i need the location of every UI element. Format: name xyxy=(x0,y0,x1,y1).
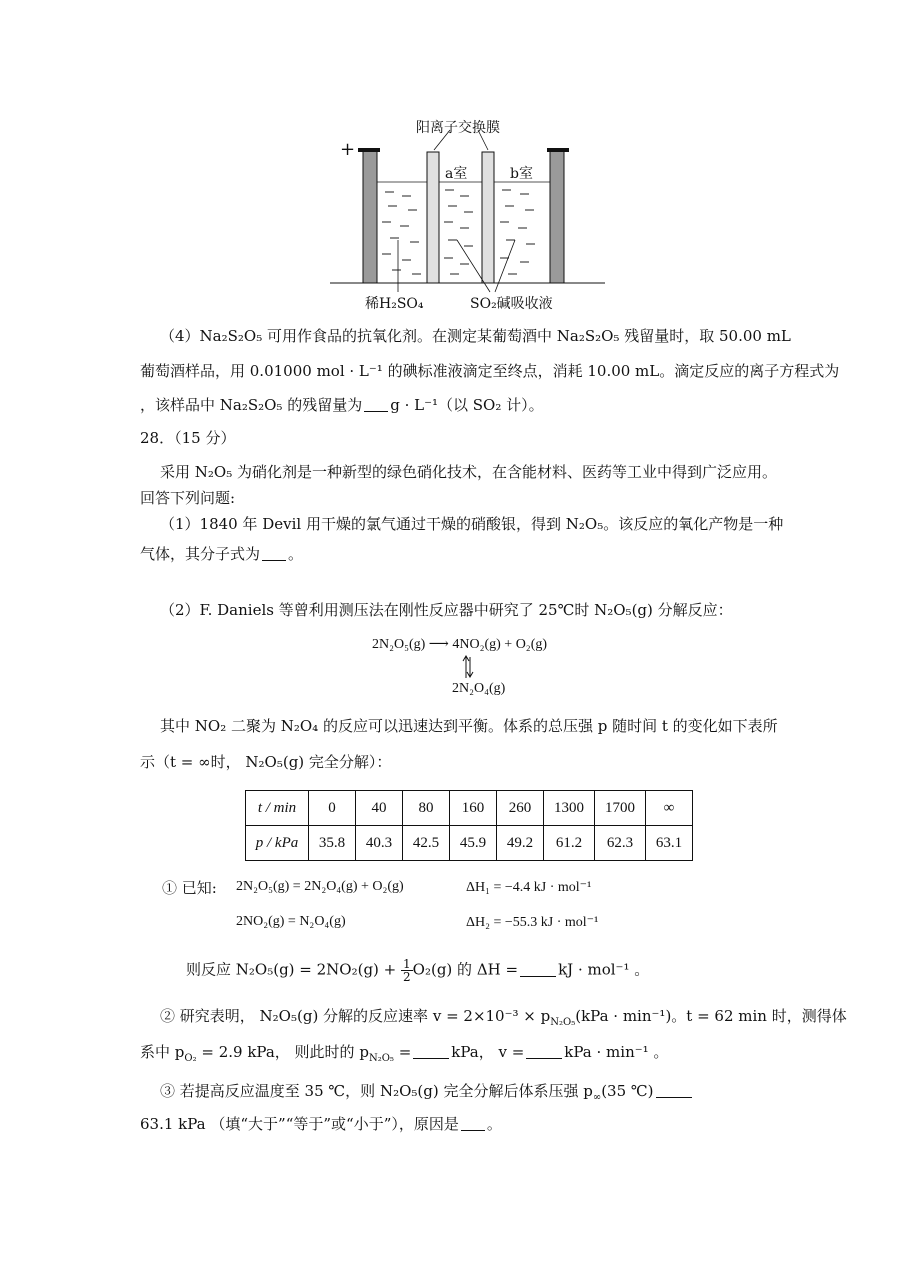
q28-part2-line1: （2）F. Daniels 等曾利用测压法在刚性反应器中研究了 25℃时 N₂O₅(g) 分解反应： xyxy=(160,601,733,619)
answer-blank[interactable] xyxy=(526,1044,562,1059)
s2-line2-b: = 2.9 kPa， 则此时的 p xyxy=(201,1043,369,1061)
table-header-pressure: p / kPa xyxy=(246,826,309,861)
answer-blank[interactable] xyxy=(461,1116,485,1131)
s2-line1-sub: N₂O₅ xyxy=(550,1017,576,1028)
s3-line1-b: (35 ℃) xyxy=(601,1082,654,1100)
answer-blank[interactable] xyxy=(656,1083,692,1098)
table-header-time: t / min xyxy=(246,791,309,826)
s2-line2-d: kPa， v = xyxy=(451,1043,525,1061)
electrolysis-cell-diagram xyxy=(330,110,610,320)
table-cell: 40.3 xyxy=(356,826,403,861)
q4-line3 xyxy=(140,395,544,415)
s3-line1 xyxy=(160,1081,694,1108)
s1-label: ① 已知: xyxy=(162,879,217,897)
q4-line2: 葡萄酒样品，用 0.01000 mol · L⁻¹ 的碘标准液滴定至终点，消耗 10.00 mL。滴定反应的离子方程式为 xyxy=(140,362,840,380)
s2-line2-e: kPa · min⁻¹ 。 xyxy=(564,1043,669,1061)
s2-line2-c: = xyxy=(398,1043,412,1061)
period: 。 xyxy=(288,545,304,563)
s3-line1-sub: ∞ xyxy=(592,1092,602,1103)
q28-part2-line3: 示（t = ∞时， N₂O₅(g) 完全分解）： xyxy=(140,753,392,771)
s1-question-a: 则反应 N₂O₅(g) = 2NO₂(g) + xyxy=(186,960,397,979)
answer-blank[interactable] xyxy=(520,962,556,977)
pressure-time-table xyxy=(245,790,693,861)
s2-line2-sub2: N₂O₅ xyxy=(368,1053,394,1064)
room-b-label: b室 xyxy=(510,166,533,182)
s1-enthalpy-1: ΔH₁ = −4.4 kJ · mol⁻¹ xyxy=(466,880,592,895)
right-electrode xyxy=(550,150,564,283)
fraction-denominator: 2 xyxy=(403,970,411,984)
s3-line2-a: 63.1 kPa （填“大于”“等于”或“小于”），原因是 xyxy=(140,1115,459,1133)
table-cell: 260 xyxy=(497,791,544,826)
s1-question-b: O₂(g) 的 ΔH = xyxy=(412,960,519,979)
room-a-label: a室 xyxy=(445,166,468,182)
answer-blank[interactable] xyxy=(364,397,388,412)
table-cell: 0 xyxy=(309,791,356,826)
fraction-numerator: 1 xyxy=(403,957,411,971)
fraction-half xyxy=(401,958,413,983)
s3-line2 xyxy=(140,1114,502,1134)
s1-equation-2: 2NO₂(g) = N₂O₄(g) xyxy=(236,914,346,929)
q28-part2-line2: 其中 NO₂ 二聚为 N₂O₄ 的反应可以迅速达到平衡。体系的总压强 p 随时间 t 的变化如下表所 xyxy=(160,717,778,735)
table-row xyxy=(246,826,693,861)
q28-part1-text: 气体，其分子式为 xyxy=(140,545,261,563)
table-cell: ∞ xyxy=(646,791,693,826)
q4-line1: （4）Na₂S₂O₅ 可用作食品的抗氧化剂。在测定某葡萄酒中 Na₂S₂O₅ 残留量时，取 50.00 mL xyxy=(160,327,791,345)
s2-line1-b: (kPa · min⁻¹)。t = 62 min 时，测得体 xyxy=(575,1007,847,1025)
membrane-label: 阳离子交换膜 xyxy=(416,120,500,136)
table-row xyxy=(246,791,693,826)
q28-intro-line2: 回答下列问题: xyxy=(140,489,236,507)
s3-line2-b: 。 xyxy=(486,1115,502,1133)
left-electrode xyxy=(363,150,377,283)
q28-intro-line1: 采用 N₂O₅ 为硝化剂是一种新型的绿色硝化技术，在含能材料、医药等工业中得到广泛应用。 xyxy=(160,463,777,481)
s2-line1-a: ② 研究表明， N₂O₅(g) 分解的反应速率 v = 2×10⁻³ × p xyxy=(160,1007,551,1025)
table-cell: 1700 xyxy=(595,791,646,826)
table-cell: 61.2 xyxy=(544,826,595,861)
table-cell: 160 xyxy=(450,791,497,826)
table-cell: 63.1 xyxy=(646,826,693,861)
membrane-left xyxy=(427,152,439,283)
reaction-dimer: 2N₂O₄(g) xyxy=(452,681,506,696)
plus-sign: + xyxy=(340,139,356,160)
q28-part1-line2 xyxy=(140,544,303,564)
q28-header: 28．（15 分） xyxy=(140,429,236,447)
s2-line1 xyxy=(160,1006,847,1033)
reaction-equation: 2N₂O₅(g) ⟶ 4NO₂(g) + O₂(g) xyxy=(372,637,548,652)
s1-enthalpy-2: ΔH₂ = −55.3 kJ · mol⁻¹ xyxy=(466,915,599,930)
table-cell: 40 xyxy=(356,791,403,826)
right-solution-label: SO₂碱吸收液 xyxy=(470,296,553,312)
answer-blank[interactable] xyxy=(413,1044,449,1059)
table-cell: 42.5 xyxy=(403,826,450,861)
table-cell: 62.3 xyxy=(595,826,646,861)
table-cell: 45.9 xyxy=(450,826,497,861)
table-cell: 1300 xyxy=(544,791,595,826)
q28-part1-line1: （1）1840 年 Devil 用干燥的氯气通过干燥的硝酸银，得到 N₂O₅。该反应的氧化产物是一种 xyxy=(160,515,784,533)
table-cell: 80 xyxy=(403,791,450,826)
table-cell: 49.2 xyxy=(497,826,544,861)
liquid-dashes xyxy=(382,190,535,274)
membrane-right xyxy=(482,152,494,283)
q4-line3-text: ，该样品中 Na₂S₂O₅ 的残留量为 xyxy=(140,396,363,414)
s2-line2-sub: O₂ xyxy=(184,1053,197,1064)
q4-line3-unit: g · L⁻¹（以 SO₂ 计）。 xyxy=(390,396,544,414)
s1-equation-1: 2N₂O₅(g) = 2N₂O₄(g) + O₂(g) xyxy=(236,879,404,894)
s1-question-c: kJ · mol⁻¹ 。 xyxy=(558,960,650,979)
equilibrium-arrow xyxy=(460,654,480,680)
s1-question xyxy=(186,958,649,983)
left-solution-label: 稀H₂SO₄ xyxy=(365,296,424,312)
s2-line2-a: 系中 p xyxy=(140,1043,185,1061)
answer-blank[interactable] xyxy=(262,546,286,561)
s2-line2 xyxy=(140,1042,668,1069)
table-cell: 35.8 xyxy=(309,826,356,861)
s3-line1-a: ③ 若提高反应温度至 35 ℃，则 N₂O₅(g) 完全分解后体系压强 p xyxy=(160,1082,593,1100)
